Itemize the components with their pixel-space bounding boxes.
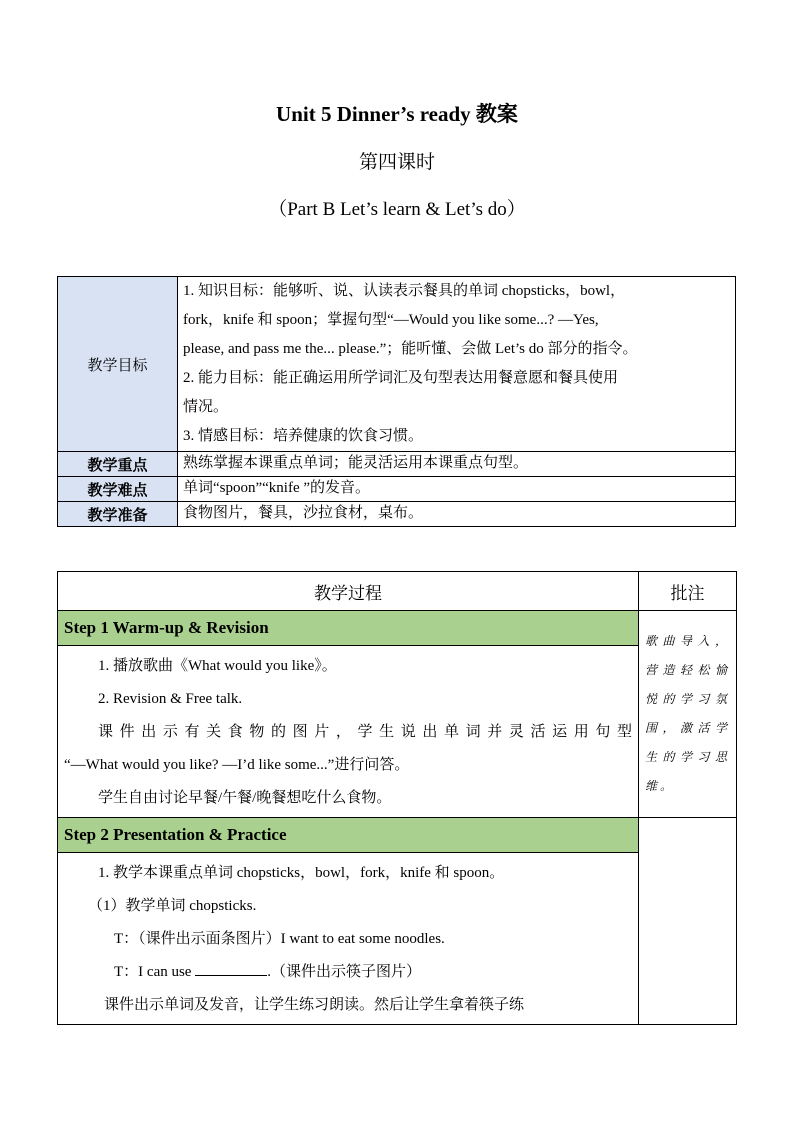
objective-line: please, and pass me the... please.”；能听懂、会做 Let’s do 部分的指令。 [183,341,638,357]
step1-line: “—What would you like? —I’d like some...”进行问答。 [64,757,410,773]
step1-line: 学生自由讨论早餐/午餐/晚餐想吃什么食物。 [98,790,392,806]
objectives-content [178,277,736,452]
notes-header: 批注 [639,572,737,611]
step2-line4-start: T：I can use [114,964,192,980]
objectives-table [57,276,736,527]
lesson-part: （Part B Let’s learn & Let’s do） [268,199,526,220]
step1-title: Step 1 Warm-up & Revision [58,611,639,646]
key-points-label: 教学重点 [58,452,178,477]
step2-note [639,818,737,1025]
step1-line: 课件出示有关食物的图片，学生说出单词并灵活运用句型 [98,724,632,740]
step1-note: 歌曲导入，营造轻松愉悦的学习氛围，激活学生的学习思维。 [639,611,737,818]
step1-line: 2. Revision & Free talk. [98,691,243,707]
step2-line4-end: .（课件出示筷子图片） [267,964,421,980]
objective-line: fork，knife 和 spoon；掌握句型“—Would you like some...? —Yes, [183,312,599,328]
document-title: Unit 5 Dinner’s ready 教案 [276,102,518,126]
step1-body [58,646,639,818]
step1-line: 1. 播放歌曲《What would you like》。 [98,658,337,674]
preparation-label: 教学准备 [58,502,178,527]
objective-line: 情况。 [183,399,229,415]
step2-line: T：（课件出示面条图片）I want to eat some noodles. [114,931,445,947]
step2-body [58,853,639,1025]
objective-line: 3. 情感目标：培养健康的饮食习惯。 [183,428,424,444]
fill-blank [195,961,267,976]
process-table [57,571,737,1025]
lesson-number: 第四课时 [358,152,435,173]
step2-line: （1）教学单词 chopsticks. [88,898,257,914]
step2-title: Step 2 Presentation & Practice [58,818,639,853]
objectives-label: 教学目标 [58,277,178,452]
preparation-text: 食物图片，餐具，沙拉食材，桌布。 [178,502,736,527]
step2-line [64,956,632,989]
difficulties-label: 教学难点 [58,477,178,502]
key-points-text: 熟练掌握本课重点单词；能灵活运用本课重点句型。 [178,452,736,477]
objective-line: 1. 知识目标：能够听、说、认读表示餐具的单词 chopsticks，bowl， [183,283,626,299]
step2-line: 1. 教学本课重点单词 chopsticks，bowl，fork，knife 和 spoon。 [98,865,505,881]
step2-line: 课件出示单词及发音，让学生练习朗读。然后让学生拿着筷子练 [104,997,525,1013]
process-header: 教学过程 [58,572,639,611]
objective-line: 2. 能力目标：能正确运用所学词汇及句型表达用餐意愿和餐具使用 [183,370,619,386]
difficulties-text: 单词“spoon”“knife ”的发音。 [178,477,736,502]
